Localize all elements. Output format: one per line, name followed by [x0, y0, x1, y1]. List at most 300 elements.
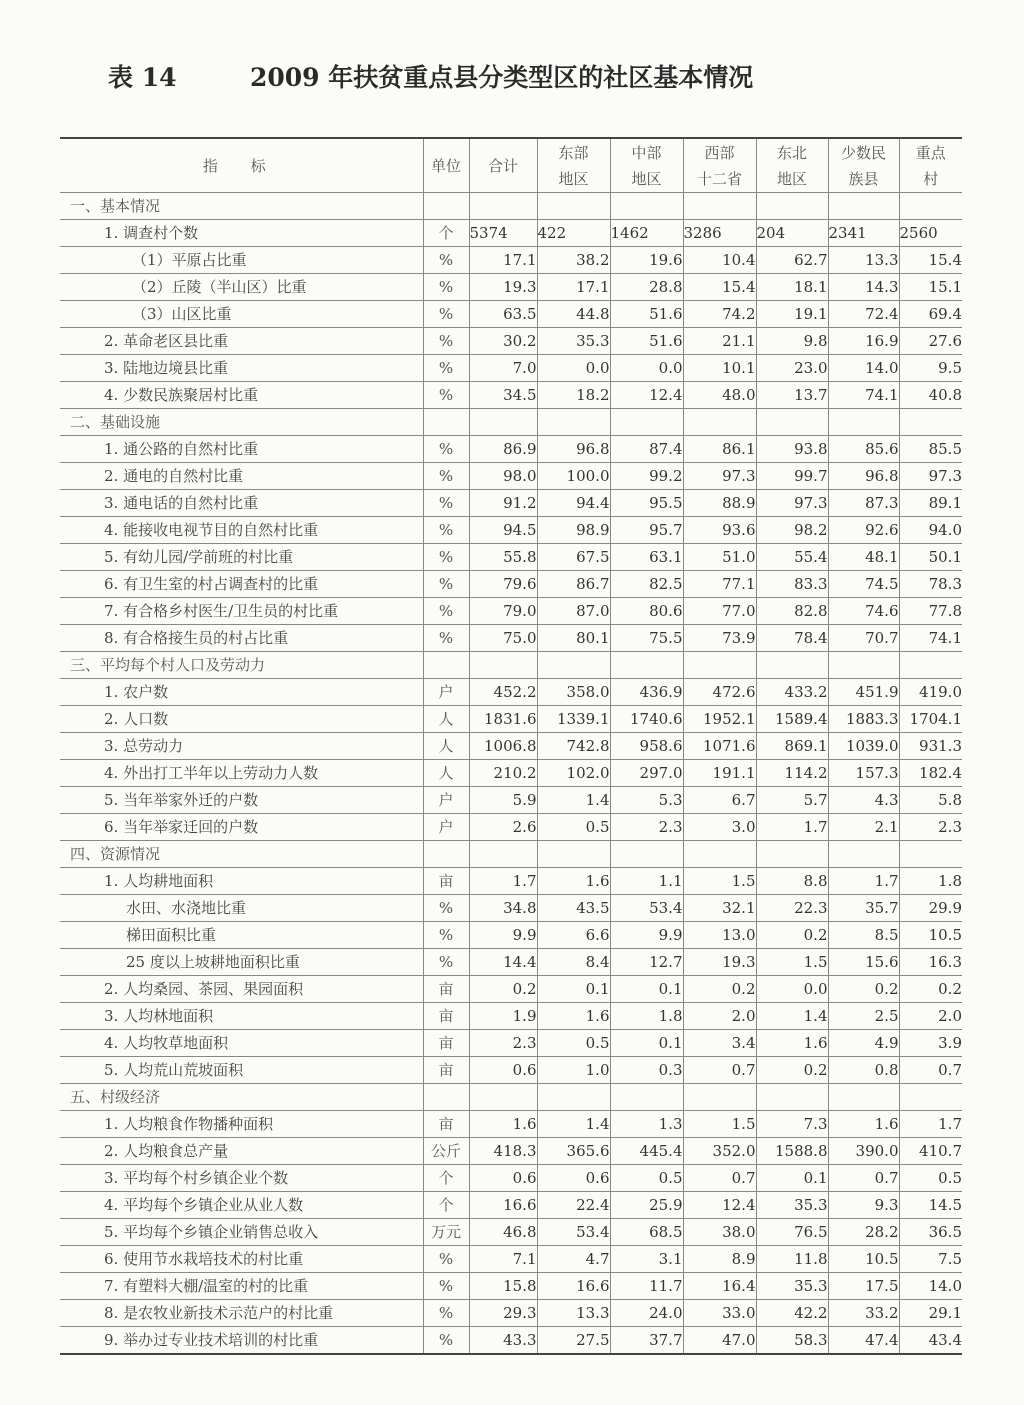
table-row — [60, 1057, 962, 1084]
value-cell: 12.4 — [610, 382, 683, 409]
indicator-label: 4. 人均牧草地面积 — [60, 1030, 423, 1057]
indicator-label: （1）平原占比重 — [60, 247, 423, 274]
value-cell: 2.0 — [899, 1003, 962, 1030]
value-cell: 18.1 — [756, 274, 828, 301]
section-label: 四、资源情况 — [60, 841, 423, 868]
value-cell: 0.1 — [610, 976, 683, 1003]
empty-cell — [537, 1084, 610, 1111]
unit-cell: % — [423, 949, 469, 976]
unit-cell: % — [423, 490, 469, 517]
value-cell: 93.6 — [683, 517, 756, 544]
value-cell: 33.0 — [683, 1300, 756, 1327]
value-cell: 1.4 — [537, 1111, 610, 1138]
value-cell: 80.1 — [537, 625, 610, 652]
value-cell: 452.2 — [469, 679, 537, 706]
value-cell: 73.9 — [683, 625, 756, 652]
value-cell: 0.2 — [469, 976, 537, 1003]
value-cell: 204 — [756, 220, 828, 247]
empty-cell — [537, 841, 610, 868]
empty-cell — [899, 409, 962, 436]
value-cell: 2.3 — [610, 814, 683, 841]
value-cell: 93.8 — [756, 436, 828, 463]
indicator-label: 5. 当年举家外迁的户数 — [60, 787, 423, 814]
indicator-label: 1. 调查村个数 — [60, 220, 423, 247]
unit-cell: % — [423, 247, 469, 274]
value-cell: 98.9 — [537, 517, 610, 544]
value-cell: 17.1 — [469, 247, 537, 274]
value-cell: 58.3 — [756, 1327, 828, 1355]
value-cell: 40.8 — [899, 382, 962, 409]
table-row — [60, 1246, 962, 1273]
indicator-label: 2. 人口数 — [60, 706, 423, 733]
value-cell: 358.0 — [537, 679, 610, 706]
value-cell: 74.6 — [828, 598, 899, 625]
table-row — [60, 571, 962, 598]
value-cell: 1071.6 — [683, 733, 756, 760]
section-row — [60, 1084, 962, 1111]
value-cell: 1039.0 — [828, 733, 899, 760]
value-cell: 102.0 — [537, 760, 610, 787]
value-cell: 38.0 — [683, 1219, 756, 1246]
value-cell: 9.9 — [610, 922, 683, 949]
table-row — [60, 868, 962, 895]
value-cell: 82.5 — [610, 571, 683, 598]
indicator-label: 8. 有合格接生员的村占比重 — [60, 625, 423, 652]
value-cell: 0.6 — [537, 1165, 610, 1192]
value-cell: 36.5 — [899, 1219, 962, 1246]
header-unit: 单位 — [423, 138, 469, 193]
value-cell: 433.2 — [756, 679, 828, 706]
table-row — [60, 1003, 962, 1030]
value-cell: 2.1 — [828, 814, 899, 841]
header-col-line: 西部 — [704, 143, 735, 162]
indicator-label: 2. 人均桑园、茶园、果园面积 — [60, 976, 423, 1003]
table-row — [60, 1030, 962, 1057]
indicator-label: 3. 平均每个村乡镇企业个数 — [60, 1165, 423, 1192]
section-row — [60, 409, 962, 436]
value-cell: 16.9 — [828, 328, 899, 355]
value-cell: 19.3 — [469, 274, 537, 301]
value-cell: 75.5 — [610, 625, 683, 652]
value-cell: 445.4 — [610, 1138, 683, 1165]
header-col-line: 地区 — [558, 169, 589, 188]
table-row — [60, 814, 962, 841]
indicator-label: 1. 农户数 — [60, 679, 423, 706]
value-cell: 99.7 — [756, 463, 828, 490]
value-cell: 88.9 — [683, 490, 756, 517]
indicator-label: 1. 人均粮食作物播种面积 — [60, 1111, 423, 1138]
unit-cell: 公斤 — [423, 1138, 469, 1165]
unit-cell: % — [423, 517, 469, 544]
indicator-label: 1. 通公路的自然村比重 — [60, 436, 423, 463]
value-cell: 1.3 — [610, 1111, 683, 1138]
value-cell: 0.3 — [610, 1057, 683, 1084]
value-cell: 51.6 — [610, 328, 683, 355]
table-row — [60, 274, 962, 301]
table-row — [60, 706, 962, 733]
value-cell: 1589.4 — [756, 706, 828, 733]
section-row — [60, 193, 962, 220]
header-col-3 — [683, 138, 756, 193]
header-col-line: 族县 — [848, 169, 879, 188]
header-row — [60, 138, 962, 193]
value-cell: 4.9 — [828, 1030, 899, 1057]
value-cell: 13.0 — [683, 922, 756, 949]
value-cell: 74.5 — [828, 571, 899, 598]
value-cell: 4.3 — [828, 787, 899, 814]
value-cell: 87.0 — [537, 598, 610, 625]
value-cell: 2.6 — [469, 814, 537, 841]
value-cell: 95.7 — [610, 517, 683, 544]
value-cell: 0.6 — [469, 1057, 537, 1084]
value-cell: 16.6 — [469, 1192, 537, 1219]
indicator-label: （2）丘陵（半山区）比重 — [60, 274, 423, 301]
empty-cell — [899, 193, 962, 220]
table-row — [60, 895, 962, 922]
value-cell: 28.8 — [610, 274, 683, 301]
value-cell: 89.1 — [899, 490, 962, 517]
value-cell: 91.2 — [469, 490, 537, 517]
value-cell: 1.7 — [899, 1111, 962, 1138]
value-cell: 30.2 — [469, 328, 537, 355]
value-cell: 210.2 — [469, 760, 537, 787]
value-cell: 869.1 — [756, 733, 828, 760]
table-row — [60, 922, 962, 949]
value-cell: 18.2 — [537, 382, 610, 409]
table-row — [60, 220, 962, 247]
value-cell: 0.7 — [683, 1057, 756, 1084]
empty-cell — [610, 409, 683, 436]
value-cell: 1740.6 — [610, 706, 683, 733]
value-cell: 958.6 — [610, 733, 683, 760]
indicator-label: 水田、水浇地比重 — [60, 895, 423, 922]
value-cell: 15.4 — [899, 247, 962, 274]
value-cell: 1704.1 — [899, 706, 962, 733]
value-cell: 17.1 — [537, 274, 610, 301]
value-cell: 10.1 — [683, 355, 756, 382]
table-body — [60, 193, 962, 1355]
value-cell: 22.3 — [756, 895, 828, 922]
value-cell: 0.1 — [610, 1030, 683, 1057]
value-cell: 7.3 — [756, 1111, 828, 1138]
value-cell: 11.7 — [610, 1273, 683, 1300]
value-cell: 352.0 — [683, 1138, 756, 1165]
value-cell: 0.2 — [683, 976, 756, 1003]
unit-cell: % — [423, 598, 469, 625]
value-cell: 80.6 — [610, 598, 683, 625]
indicator-label: 5. 人均荒山荒坡面积 — [60, 1057, 423, 1084]
value-cell: 13.7 — [756, 382, 828, 409]
empty-cell — [756, 841, 828, 868]
value-cell: 98.0 — [469, 463, 537, 490]
value-cell: 16.6 — [537, 1273, 610, 1300]
value-cell: 86.7 — [537, 571, 610, 598]
value-cell: 53.4 — [537, 1219, 610, 1246]
value-cell: 96.8 — [537, 436, 610, 463]
value-cell: 1.6 — [537, 868, 610, 895]
value-cell: 55.4 — [756, 544, 828, 571]
table-row — [60, 976, 962, 1003]
value-cell: 67.5 — [537, 544, 610, 571]
value-cell: 85.6 — [828, 436, 899, 463]
unit-cell: % — [423, 1327, 469, 1355]
value-cell: 19.3 — [683, 949, 756, 976]
stats-table — [60, 137, 962, 1355]
unit-cell: 亩 — [423, 976, 469, 1003]
table-row — [60, 625, 962, 652]
value-cell: 5.8 — [899, 787, 962, 814]
value-cell: 1.5 — [756, 949, 828, 976]
value-cell: 410.7 — [899, 1138, 962, 1165]
value-cell: 94.4 — [537, 490, 610, 517]
value-cell: 0.7 — [683, 1165, 756, 1192]
value-cell: 48.1 — [828, 544, 899, 571]
unit-cell: 个 — [423, 220, 469, 247]
value-cell: 47.4 — [828, 1327, 899, 1355]
value-cell: 3.0 — [683, 814, 756, 841]
indicator-label: 2. 革命老区县比重 — [60, 328, 423, 355]
value-cell: 1831.6 — [469, 706, 537, 733]
indicator-label: 2. 人均粮食总产量 — [60, 1138, 423, 1165]
value-cell: 44.8 — [537, 301, 610, 328]
unit-cell: % — [423, 355, 469, 382]
value-cell: 2560 — [899, 220, 962, 247]
value-cell: 2.3 — [899, 814, 962, 841]
header-col-line: 重点 — [915, 143, 946, 162]
indicator-label: 4. 平均每个乡镇企业从业人数 — [60, 1192, 423, 1219]
value-cell: 7.5 — [899, 1246, 962, 1273]
value-cell: 15.6 — [828, 949, 899, 976]
unit-cell: % — [423, 922, 469, 949]
unit-cell: % — [423, 895, 469, 922]
value-cell: 74.2 — [683, 301, 756, 328]
value-cell: 74.1 — [828, 382, 899, 409]
indicator-label: 2. 通电的自然村比重 — [60, 463, 423, 490]
value-cell: 79.6 — [469, 571, 537, 598]
header-col-0 — [469, 138, 537, 193]
indicator-label: 梯田面积比重 — [60, 922, 423, 949]
indicator-label: 7. 有合格乡村医生/卫生员的村比重 — [60, 598, 423, 625]
value-cell: 77.0 — [683, 598, 756, 625]
value-cell: 97.3 — [683, 463, 756, 490]
value-cell: 7.1 — [469, 1246, 537, 1273]
value-cell: 0.1 — [537, 976, 610, 1003]
section-label: 二、基础设施 — [60, 409, 423, 436]
indicator-label: 4. 少数民族聚居村比重 — [60, 382, 423, 409]
value-cell: 27.6 — [899, 328, 962, 355]
value-cell: 23.0 — [756, 355, 828, 382]
indicator-label: 25 度以上坡耕地面积比重 — [60, 949, 423, 976]
value-cell: 10.5 — [899, 922, 962, 949]
value-cell: 365.6 — [537, 1138, 610, 1165]
table-row — [60, 679, 962, 706]
value-cell: 94.0 — [899, 517, 962, 544]
value-cell: 931.3 — [899, 733, 962, 760]
value-cell: 13.3 — [537, 1300, 610, 1327]
value-cell: 87.4 — [610, 436, 683, 463]
value-cell: 22.4 — [537, 1192, 610, 1219]
empty-cell — [828, 193, 899, 220]
value-cell: 100.0 — [537, 463, 610, 490]
value-cell: 2341 — [828, 220, 899, 247]
empty-cell — [683, 193, 756, 220]
header-col-2 — [610, 138, 683, 193]
unit-cell: 亩 — [423, 1111, 469, 1138]
value-cell: 0.2 — [899, 976, 962, 1003]
value-cell: 191.1 — [683, 760, 756, 787]
value-cell: 13.3 — [828, 247, 899, 274]
value-cell: 8.4 — [537, 949, 610, 976]
value-cell: 63.5 — [469, 301, 537, 328]
value-cell: 21.1 — [683, 328, 756, 355]
indicator-label: 6. 有卫生室的村占调查村的比重 — [60, 571, 423, 598]
table-row — [60, 598, 962, 625]
value-cell: 1.6 — [469, 1111, 537, 1138]
value-cell: 1.8 — [610, 1003, 683, 1030]
value-cell: 78.3 — [899, 571, 962, 598]
header-col-line: 地区 — [631, 169, 662, 188]
section-row — [60, 841, 962, 868]
value-cell: 2.5 — [828, 1003, 899, 1030]
value-cell: 69.4 — [899, 301, 962, 328]
table-row — [60, 301, 962, 328]
value-cell: 1.8 — [899, 868, 962, 895]
value-cell: 8.9 — [683, 1246, 756, 1273]
empty-cell — [537, 193, 610, 220]
value-cell: 8.8 — [756, 868, 828, 895]
value-cell: 419.0 — [899, 679, 962, 706]
value-cell: 43.5 — [537, 895, 610, 922]
value-cell: 55.8 — [469, 544, 537, 571]
empty-cell — [423, 1084, 469, 1111]
value-cell: 1.1 — [610, 868, 683, 895]
value-cell: 1339.1 — [537, 706, 610, 733]
value-cell: 1.6 — [756, 1030, 828, 1057]
value-cell: 436.9 — [610, 679, 683, 706]
value-cell: 0.1 — [756, 1165, 828, 1192]
header-col-line: 村 — [923, 169, 939, 188]
value-cell: 14.5 — [899, 1192, 962, 1219]
value-cell: 5.7 — [756, 787, 828, 814]
value-cell: 63.1 — [610, 544, 683, 571]
table-row — [60, 1165, 962, 1192]
indicator-label: 4. 能接收电视节目的自然村比重 — [60, 517, 423, 544]
unit-cell: 人 — [423, 706, 469, 733]
value-cell: 17.5 — [828, 1273, 899, 1300]
header-col-line: 东北 — [776, 143, 807, 162]
empty-cell — [469, 841, 537, 868]
value-cell: 7.0 — [469, 355, 537, 382]
value-cell: 472.6 — [683, 679, 756, 706]
header-col-line: 少数民 — [840, 143, 886, 162]
value-cell: 29.9 — [899, 895, 962, 922]
value-cell: 86.9 — [469, 436, 537, 463]
value-cell: 72.4 — [828, 301, 899, 328]
value-cell: 9.8 — [756, 328, 828, 355]
table-row — [60, 1219, 962, 1246]
value-cell: 35.3 — [756, 1192, 828, 1219]
value-cell: 1.4 — [537, 787, 610, 814]
value-cell: 0.5 — [899, 1165, 962, 1192]
value-cell: 1.6 — [828, 1111, 899, 1138]
value-cell: 14.0 — [899, 1273, 962, 1300]
value-cell: 24.0 — [610, 1300, 683, 1327]
value-cell: 0.7 — [899, 1057, 962, 1084]
value-cell: 85.5 — [899, 436, 962, 463]
empty-cell — [683, 1084, 756, 1111]
value-cell: 28.2 — [828, 1219, 899, 1246]
value-cell: 35.3 — [756, 1273, 828, 1300]
indicator-label: 7. 有塑料大棚/温室的村的比重 — [60, 1273, 423, 1300]
value-cell: 1588.8 — [756, 1138, 828, 1165]
value-cell: 0.8 — [828, 1057, 899, 1084]
value-cell: 0.0 — [756, 976, 828, 1003]
value-cell: 78.4 — [756, 625, 828, 652]
value-cell: 1.9 — [469, 1003, 537, 1030]
value-cell: 5374 — [469, 220, 537, 247]
value-cell: 157.3 — [828, 760, 899, 787]
empty-cell — [610, 193, 683, 220]
table-row — [60, 1192, 962, 1219]
value-cell: 46.8 — [469, 1219, 537, 1246]
value-cell: 422 — [537, 220, 610, 247]
value-cell: 1.5 — [683, 868, 756, 895]
indicator-label: 4. 外出打工半年以上劳动力人数 — [60, 760, 423, 787]
value-cell: 3.9 — [899, 1030, 962, 1057]
section-label: 五、村级经济 — [60, 1084, 423, 1111]
header-col-line: 中部 — [631, 143, 662, 162]
value-cell: 0.2 — [756, 922, 828, 949]
value-cell: 15.4 — [683, 274, 756, 301]
value-cell: 94.5 — [469, 517, 537, 544]
table-row — [60, 382, 962, 409]
value-cell: 16.3 — [899, 949, 962, 976]
value-cell: 1883.3 — [828, 706, 899, 733]
value-cell: 1462 — [610, 220, 683, 247]
unit-cell: 亩 — [423, 1030, 469, 1057]
value-cell: 9.9 — [469, 922, 537, 949]
empty-cell — [828, 841, 899, 868]
section-row — [60, 652, 962, 679]
indicator-label: 3. 人均林地面积 — [60, 1003, 423, 1030]
unit-cell: % — [423, 436, 469, 463]
value-cell: 3286 — [683, 220, 756, 247]
indicator-label: 6. 当年举家迁回的户数 — [60, 814, 423, 841]
value-cell: 98.2 — [756, 517, 828, 544]
indicator-label: 3. 通电话的自然村比重 — [60, 490, 423, 517]
table-row — [60, 247, 962, 274]
value-cell: 76.5 — [756, 1219, 828, 1246]
value-cell: 47.0 — [683, 1327, 756, 1355]
value-cell: 0.5 — [537, 1030, 610, 1057]
value-cell: 1.7 — [828, 868, 899, 895]
table-number: 表 14 — [108, 63, 177, 92]
value-cell: 43.3 — [469, 1327, 537, 1355]
empty-cell — [828, 652, 899, 679]
value-cell: 12.7 — [610, 949, 683, 976]
empty-cell — [828, 409, 899, 436]
value-cell: 32.1 — [683, 895, 756, 922]
empty-cell — [610, 1084, 683, 1111]
empty-cell — [756, 652, 828, 679]
value-cell: 48.0 — [683, 382, 756, 409]
value-cell: 34.5 — [469, 382, 537, 409]
value-cell: 1.5 — [683, 1111, 756, 1138]
value-cell: 82.8 — [756, 598, 828, 625]
indicator-label: 1. 人均耕地面积 — [60, 868, 423, 895]
unit-cell: 亩 — [423, 1003, 469, 1030]
value-cell: 1006.8 — [469, 733, 537, 760]
